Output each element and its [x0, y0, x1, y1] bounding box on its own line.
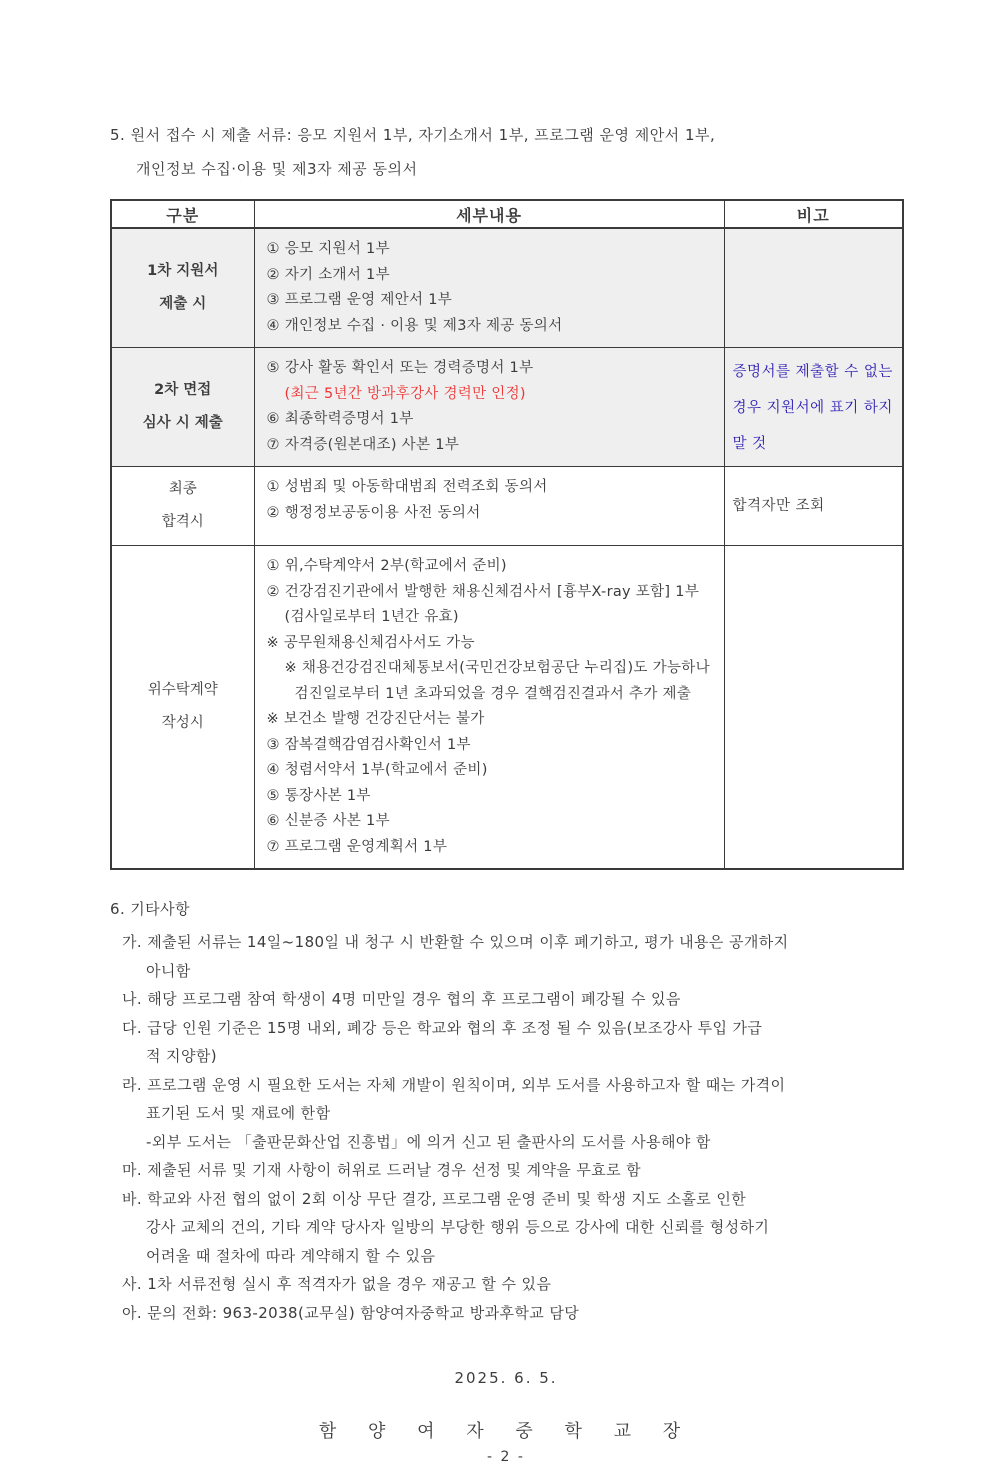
other-matter-line: 적 지양함): [146, 1047, 217, 1065]
other-matter-line: 라. 프로그램 운영 시 필요한 도서는 자체 개발이 원칙이며, 외부 도서를 사용하고자 할 때는 가격이: [122, 1075, 786, 1094]
row-details-cell: [254, 467, 724, 546]
detail-line: ③ 프로그램 운영 제안서 1부: [266, 292, 453, 308]
section6-other-matters: [110, 894, 902, 1327]
row-category-cell: [111, 546, 254, 870]
row-note-cell: [724, 348, 903, 467]
category-line: 작성시: [161, 715, 204, 731]
category-line: 2차 면접: [154, 382, 212, 398]
principal-signature: 함 양 여 자 중 학 교 장: [318, 1421, 694, 1442]
section5-submission-documents: [110, 118, 902, 186]
row-note-cell: [724, 467, 903, 546]
other-matter-line: 강사 교체의 건의, 기타 계약 당사자 일방의 부당한 행위 등으로 강사에 대한 신뢰를 형성하기: [146, 1218, 770, 1236]
section5-line2: 개인정보 수집·이용 및 제3자 제공 동의서: [136, 160, 418, 178]
row-category-cell: [111, 467, 254, 546]
document-footer: [110, 1369, 902, 1465]
other-matter-line: 마. 제출된 서류 및 기재 사항이 허위로 드러날 경우 선정 및 계약을 무효로 함: [122, 1161, 642, 1179]
detail-line: ⑤ 강사 활동 확인서 또는 경력증명서 1부: [266, 360, 534, 376]
table-row: [111, 467, 903, 546]
detail-line: ※ 보건소 발행 건강진단서는 불가: [266, 711, 485, 727]
row-details-cell: [254, 348, 724, 467]
detail-line: ⑤ 통장사본 1부: [266, 787, 371, 804]
table-row: [111, 348, 903, 467]
other-matter-line: 아니함: [146, 961, 191, 980]
section6-item-list: [110, 928, 902, 1327]
detail-line: ④ 청렴서약서 1부(학교에서 준비): [266, 762, 488, 778]
other-matter-line: 아. 문의 전화: 963-2038(교무실) 함양여자중학교 방과후학교 담당: [122, 1303, 580, 1322]
table-header-row: [111, 200, 903, 228]
submission-documents-table: [110, 199, 904, 870]
category-line: 1차 지원서: [147, 263, 219, 279]
row-note-cell: [724, 228, 903, 348]
row-category-cell: [111, 228, 254, 348]
detail-line: ① 성범죄 및 아동학대범죄 전력조회 동의서: [266, 479, 548, 495]
detail-line: ② 자기 소개서 1부: [266, 266, 390, 283]
column-header-note: 비고: [724, 200, 903, 228]
category-line: 최종: [168, 481, 197, 497]
detail-line: ⑥ 신분증 사본 1부: [266, 813, 390, 829]
category-line: 심사 시 제출: [142, 415, 223, 431]
detail-line: ② 행정정보공동이용 사전 동의서: [266, 504, 481, 521]
column-header-category: 구분: [111, 200, 254, 228]
detail-line: ※ 채용건강검진대체통보서(국민건강보험공단 누리집)도 가능하나: [284, 660, 710, 676]
detail-line: ⑦ 프로그램 운영계획서 1부: [266, 838, 448, 855]
detail-line: 검진일로부터 1년 초과되었을 경우 결핵검진결과서 추가 제출: [294, 685, 692, 702]
row-category-cell: [111, 348, 254, 467]
other-matter-line: 다. 급당 인원 기준은 15명 내외, 폐강 등은 학교와 협의 후 조정 될 수 있음(보조강사 투입 가급: [122, 1018, 763, 1037]
category-line: 제출 시: [159, 296, 207, 312]
row-details-cell: [254, 546, 724, 870]
page-number: - 2 -: [487, 1449, 525, 1465]
detail-line: ② 건강검진기관에서 발행한 채용신체검사서 [흉부X-ray 포함] 1부: [266, 583, 700, 600]
section5-line1: 5. 원서 접수 시 제출 서류: 응모 지원서 1부, 자기소개서 1부, 프로그램 운영 제안서 1부,: [110, 126, 716, 144]
note-text: 증명서를 제출할 수 없는 경우 지원서에 표기 하지 말 것: [732, 364, 893, 452]
detail-line: ⑥ 최종학력증명서 1부: [266, 411, 414, 427]
category-line: 위수탁계약: [147, 682, 218, 698]
detail-line: ④ 개인정보 수집 · 이용 및 제3자 제공 동의서: [266, 317, 563, 334]
detail-line: (최근 5년간 방과후강사 경력만 인정): [284, 385, 526, 402]
detail-line: ⑦ 자격증(원본대조) 사본 1부: [266, 436, 460, 453]
other-matter-line: 가. 제출된 서류는 14일~180일 내 청구 시 반환할 수 있으며 이후 폐기하고, 평가 내용은 공개하지: [122, 933, 789, 951]
other-matter-line: -외부 도서는 「출판문화산업 진흥법」에 의거 신고 된 출판사의 도서를 사용해야 함: [146, 1132, 711, 1151]
other-matter-line: 나. 해당 프로그램 참여 학생이 4명 미만일 경우 협의 후 프로그램이 폐강될 수 있음: [122, 990, 681, 1008]
other-matter-line: 표기된 도서 및 재료에 한함: [146, 1104, 331, 1122]
other-matter-line: 사. 1차 서류전형 실시 후 적격자가 없을 경우 재공고 할 수 있음: [122, 1275, 552, 1293]
table-row: [111, 228, 903, 348]
note-text: 합격자만 조회: [732, 498, 825, 514]
detail-line: ① 위,수탁계약서 2부(학교에서 준비): [266, 558, 507, 574]
section6-title: 6. 기타사항: [110, 900, 190, 918]
table-row: [111, 546, 903, 870]
other-matter-line: 어려울 때 절차에 따라 계약해지 할 수 있음: [146, 1246, 436, 1265]
document-date: 2025. 6. 5.: [454, 1369, 558, 1387]
row-details-cell: [254, 228, 724, 348]
other-matter-line: 바. 학교와 사전 협의 없이 2회 이상 무단 결강, 프로그램 운영 준비 및 학생 지도 소홀로 인한: [122, 1189, 747, 1208]
detail-line: (검사일로부터 1년간 유효): [284, 609, 459, 625]
category-line: 합격시: [161, 514, 204, 530]
detail-line: ※ 공무원채용신체검사서도 가능: [266, 634, 475, 651]
row-note-cell: [724, 546, 903, 870]
detail-line: ③ 잠복결핵감염검사확인서 1부: [266, 736, 471, 753]
column-header-details: 세부내용: [254, 200, 724, 228]
detail-line: ① 응모 지원서 1부: [266, 241, 390, 257]
